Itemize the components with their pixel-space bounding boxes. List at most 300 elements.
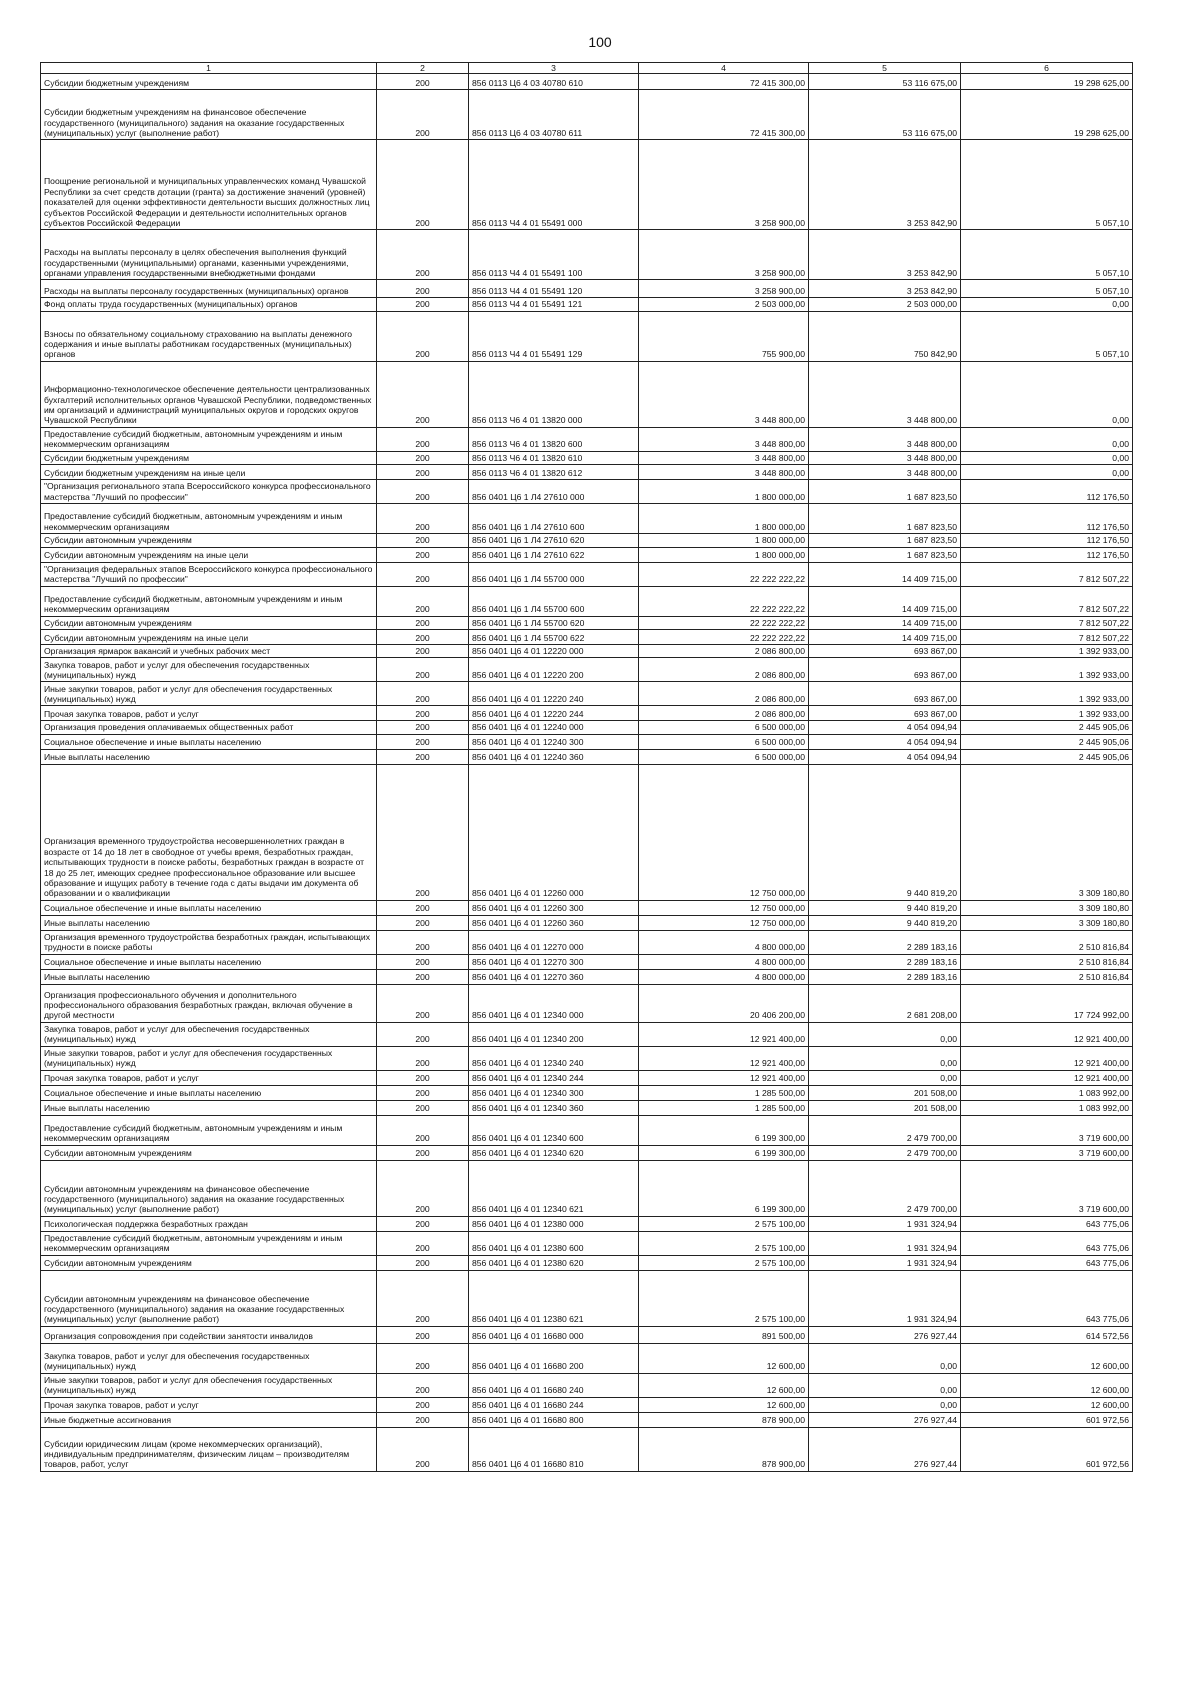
row-executed-cell: 276 927,44 bbox=[809, 1326, 961, 1343]
row-unexecuted-cell: 3 719 600,00 bbox=[961, 1115, 1133, 1145]
row-plan-cell: 12 921 400,00 bbox=[639, 1046, 809, 1070]
table-row bbox=[41, 1397, 1133, 1412]
row-executed-cell: 0,00 bbox=[809, 1397, 961, 1412]
row-plan-cell: 2 503 000,00 bbox=[639, 298, 809, 311]
row-unexecuted-cell: 3 309 180,80 bbox=[961, 900, 1133, 915]
row-name-cell: Закупка товаров, работ и услуг для обеспечения государственных (муниципальных) нужд bbox=[41, 658, 377, 682]
row-unexecuted-cell: 2 445 905,06 bbox=[961, 749, 1133, 764]
row-code-cell: 200 bbox=[377, 1216, 469, 1231]
table-row bbox=[41, 230, 1133, 280]
row-name-cell: Предоставление субсидий бюджетным, автономным учреждениям и иным некоммерческим организациям bbox=[41, 504, 377, 534]
row-name-cell: Иные выплаты населению bbox=[41, 915, 377, 930]
table-row bbox=[41, 764, 1133, 900]
row-kbk-cell: 856 0401 Ц6 4 01 12380 620 bbox=[469, 1255, 639, 1270]
row-name-cell: Организация сопровождения при содействии занятости инвалидов bbox=[41, 1326, 377, 1343]
row-plan-cell: 12 750 000,00 bbox=[639, 915, 809, 930]
row-plan-cell: 12 600,00 bbox=[639, 1343, 809, 1373]
row-plan-cell: 12 921 400,00 bbox=[639, 1070, 809, 1085]
row-kbk-cell: 856 0401 Ц6 1 Л4 55700 622 bbox=[469, 630, 639, 645]
row-kbk-cell: 856 0113 Ч4 4 01 55491 000 bbox=[469, 140, 639, 230]
row-kbk-cell: 856 0401 Ц6 4 01 12260 360 bbox=[469, 915, 639, 930]
row-kbk-cell: 856 0401 Ц6 4 01 12260 300 bbox=[469, 900, 639, 915]
row-plan-cell: 3 258 900,00 bbox=[639, 230, 809, 280]
table-row bbox=[41, 630, 1133, 645]
row-plan-cell: 3 448 800,00 bbox=[639, 451, 809, 464]
row-unexecuted-cell: 2 510 816,84 bbox=[961, 930, 1133, 954]
row-name-cell: Иные закупки товаров, работ и услуг для обеспечения государственных (муниципальных) нужд bbox=[41, 1373, 377, 1397]
row-kbk-cell: 856 0401 Ц6 4 01 12340 360 bbox=[469, 1100, 639, 1115]
row-executed-cell: 1 687 823,50 bbox=[809, 534, 961, 547]
row-executed-cell: 3 448 800,00 bbox=[809, 427, 961, 451]
row-plan-cell: 1 800 000,00 bbox=[639, 547, 809, 562]
row-unexecuted-cell: 0,00 bbox=[961, 465, 1133, 480]
row-unexecuted-cell: 3 309 180,80 bbox=[961, 915, 1133, 930]
row-kbk-cell: 856 0113 Ц6 4 03 40780 611 bbox=[469, 90, 639, 140]
row-plan-cell: 1 285 500,00 bbox=[639, 1085, 809, 1100]
row-code-cell: 200 bbox=[377, 562, 469, 586]
row-kbk-cell: 856 0401 Ц6 4 01 12380 600 bbox=[469, 1231, 639, 1255]
row-kbk-cell: 856 0401 Ц6 4 01 16680 800 bbox=[469, 1412, 639, 1427]
row-name-cell: Субсидии автономным учреждениям bbox=[41, 1145, 377, 1160]
row-executed-cell: 0,00 bbox=[809, 1070, 961, 1085]
row-kbk-cell: 856 0401 Ц6 4 01 12340 600 bbox=[469, 1115, 639, 1145]
row-name-cell: Субсидии автономным учреждениям на иные цели bbox=[41, 547, 377, 562]
row-name-cell: Расходы на выплаты персоналу в целях обеспечения выполнения функций государственными (муниципальными) органами, казенными учреждениями, органами управления государственными внебюджетными фондами bbox=[41, 230, 377, 280]
row-unexecuted-cell: 3 719 600,00 bbox=[961, 1160, 1133, 1216]
row-code-cell: 200 bbox=[377, 1145, 469, 1160]
row-executed-cell: 1 687 823,50 bbox=[809, 480, 961, 504]
row-plan-cell: 12 600,00 bbox=[639, 1373, 809, 1397]
row-unexecuted-cell: 19 298 625,00 bbox=[961, 90, 1133, 140]
row-unexecuted-cell: 3 309 180,80 bbox=[961, 764, 1133, 900]
row-name-cell: Закупка товаров, работ и услуг для обеспечения государственных (муниципальных) нужд bbox=[41, 1022, 377, 1046]
row-code-cell: 200 bbox=[377, 465, 469, 480]
row-code-cell: 200 bbox=[377, 1231, 469, 1255]
row-executed-cell: 14 409 715,00 bbox=[809, 562, 961, 586]
row-kbk-cell: 856 0401 Ц6 1 Л4 55700 620 bbox=[469, 616, 639, 629]
row-code-cell: 200 bbox=[377, 1255, 469, 1270]
row-kbk-cell: 856 0113 Ч4 4 01 55491 121 bbox=[469, 298, 639, 311]
table-row bbox=[41, 1160, 1133, 1216]
table-row bbox=[41, 311, 1133, 361]
row-name-cell: Прочая закупка товаров, работ и услуг bbox=[41, 1397, 377, 1412]
row-unexecuted-cell: 1 392 933,00 bbox=[961, 658, 1133, 682]
row-executed-cell: 14 409 715,00 bbox=[809, 586, 961, 616]
row-unexecuted-cell: 7 812 507,22 bbox=[961, 616, 1133, 629]
row-name-cell: "Организация федеральных этапов Всероссийского конкурса профессионального мастерства "Лучший по профессии" bbox=[41, 562, 377, 586]
row-code-cell: 200 bbox=[377, 1100, 469, 1115]
column-header: 2 bbox=[377, 63, 469, 74]
row-plan-cell: 2 086 800,00 bbox=[639, 658, 809, 682]
row-name-cell: Субсидии юридическим лицам (кроме некоммерческих организаций), индивидуальным предпринимателям, физическим лицам – производителям товаров, работ, услуг bbox=[41, 1427, 377, 1471]
table-row bbox=[41, 140, 1133, 230]
row-kbk-cell: 856 0401 Ц6 4 01 12220 200 bbox=[469, 658, 639, 682]
row-unexecuted-cell: 112 176,50 bbox=[961, 504, 1133, 534]
row-name-cell: Социальное обеспечение и иные выплаты населению bbox=[41, 734, 377, 749]
row-code-cell: 200 bbox=[377, 74, 469, 90]
row-kbk-cell: 856 0401 Ц6 4 01 12340 300 bbox=[469, 1085, 639, 1100]
row-executed-cell: 0,00 bbox=[809, 1343, 961, 1373]
row-executed-cell: 3 448 800,00 bbox=[809, 361, 961, 427]
row-plan-cell: 12 750 000,00 bbox=[639, 900, 809, 915]
column-header: 6 bbox=[961, 63, 1133, 74]
row-unexecuted-cell: 1 392 933,00 bbox=[961, 706, 1133, 721]
row-unexecuted-cell: 12 600,00 bbox=[961, 1397, 1133, 1412]
table-row bbox=[41, 562, 1133, 586]
table-row bbox=[41, 734, 1133, 749]
row-unexecuted-cell: 7 812 507,22 bbox=[961, 630, 1133, 645]
row-executed-cell: 3 448 800,00 bbox=[809, 451, 961, 464]
row-executed-cell: 14 409 715,00 bbox=[809, 616, 961, 629]
row-code-cell: 200 bbox=[377, 311, 469, 361]
row-executed-cell: 0,00 bbox=[809, 1022, 961, 1046]
row-name-cell: Предоставление субсидий бюджетным, автономным учреждениям и иным некоммерческим организациям bbox=[41, 1115, 377, 1145]
row-unexecuted-cell: 601 972,56 bbox=[961, 1427, 1133, 1471]
table-row bbox=[41, 1412, 1133, 1427]
row-plan-cell: 4 800 000,00 bbox=[639, 969, 809, 984]
row-unexecuted-cell: 112 176,50 bbox=[961, 480, 1133, 504]
row-kbk-cell: 856 0401 Ц6 4 01 16680 240 bbox=[469, 1373, 639, 1397]
row-name-cell: Организация ярмарок вакансий и учебных рабочих мест bbox=[41, 645, 377, 658]
table-row bbox=[41, 1046, 1133, 1070]
row-executed-cell: 1 687 823,50 bbox=[809, 547, 961, 562]
row-name-cell: Субсидии автономным учреждениям на иные цели bbox=[41, 630, 377, 645]
table-row bbox=[41, 645, 1133, 658]
row-plan-cell: 12 600,00 bbox=[639, 1397, 809, 1412]
row-code-cell: 200 bbox=[377, 280, 469, 298]
row-kbk-cell: 856 0401 Ц6 1 Л4 27610 620 bbox=[469, 534, 639, 547]
row-code-cell: 200 bbox=[377, 682, 469, 706]
row-plan-cell: 2 086 800,00 bbox=[639, 706, 809, 721]
row-kbk-cell: 856 0113 Ч4 4 01 55491 120 bbox=[469, 280, 639, 298]
table-row bbox=[41, 658, 1133, 682]
row-code-cell: 200 bbox=[377, 734, 469, 749]
row-unexecuted-cell: 2 445 905,06 bbox=[961, 734, 1133, 749]
column-number-header-row bbox=[41, 63, 1133, 74]
row-kbk-cell: 856 0401 Ц6 4 01 12260 000 bbox=[469, 764, 639, 900]
row-name-cell: Предоставление субсидий бюджетным, автономным учреждениям и иным некоммерческим организациям bbox=[41, 1231, 377, 1255]
row-kbk-cell: 856 0401 Ц6 1 Л4 27610 600 bbox=[469, 504, 639, 534]
row-code-cell: 200 bbox=[377, 658, 469, 682]
row-executed-cell: 9 440 819,20 bbox=[809, 764, 961, 900]
row-plan-cell: 3 448 800,00 bbox=[639, 427, 809, 451]
row-executed-cell: 2 289 183,16 bbox=[809, 969, 961, 984]
row-code-cell: 200 bbox=[377, 1046, 469, 1070]
row-kbk-cell: 856 0401 Ц6 4 01 12240 000 bbox=[469, 721, 639, 734]
row-code-cell: 200 bbox=[377, 534, 469, 547]
row-code-cell: 200 bbox=[377, 451, 469, 464]
row-executed-cell: 693 867,00 bbox=[809, 706, 961, 721]
row-plan-cell: 22 222 222,22 bbox=[639, 630, 809, 645]
row-plan-cell: 891 500,00 bbox=[639, 1326, 809, 1343]
row-unexecuted-cell: 12 600,00 bbox=[961, 1373, 1133, 1397]
row-code-cell: 200 bbox=[377, 721, 469, 734]
row-executed-cell: 4 054 094,94 bbox=[809, 721, 961, 734]
row-unexecuted-cell: 2 510 816,84 bbox=[961, 954, 1133, 969]
row-code-cell: 200 bbox=[377, 984, 469, 1022]
row-kbk-cell: 856 0401 Ц6 4 01 12340 620 bbox=[469, 1145, 639, 1160]
row-plan-cell: 4 800 000,00 bbox=[639, 954, 809, 969]
row-name-cell: Организация временного трудоустройства безработных граждан, испытывающих трудности в поиске работы bbox=[41, 930, 377, 954]
row-executed-cell: 3 253 842,90 bbox=[809, 280, 961, 298]
row-name-cell: Социальное обеспечение и иные выплаты населению bbox=[41, 900, 377, 915]
row-name-cell: Иные выплаты населению bbox=[41, 969, 377, 984]
row-kbk-cell: 856 0401 Ц6 4 01 12240 300 bbox=[469, 734, 639, 749]
row-code-cell: 200 bbox=[377, 954, 469, 969]
table-row bbox=[41, 547, 1133, 562]
row-code-cell: 200 bbox=[377, 915, 469, 930]
row-kbk-cell: 856 0113 Ц6 4 03 40780 610 bbox=[469, 74, 639, 90]
row-name-cell: Субсидии бюджетным учреждениям bbox=[41, 451, 377, 464]
row-executed-cell: 2 503 000,00 bbox=[809, 298, 961, 311]
row-plan-cell: 3 448 800,00 bbox=[639, 465, 809, 480]
row-code-cell: 200 bbox=[377, 480, 469, 504]
row-plan-cell: 6 199 300,00 bbox=[639, 1145, 809, 1160]
row-name-cell: Поощрение региональной и муниципальных управленческих команд Чувашской Республики за счет средств дотации (гранта) за достижение значений (уровней) показателей для оценки эффективности деятельности высших должностных лиц субъектов Российской Федерации и деятельности исполнительных органов субъектов Российской Федерации bbox=[41, 140, 377, 230]
table-row bbox=[41, 616, 1133, 629]
row-name-cell: Социальное обеспечение и иные выплаты населению bbox=[41, 954, 377, 969]
column-header: 1 bbox=[41, 63, 377, 74]
row-unexecuted-cell: 3 719 600,00 bbox=[961, 1145, 1133, 1160]
table-row bbox=[41, 1085, 1133, 1100]
row-executed-cell: 693 867,00 bbox=[809, 645, 961, 658]
row-code-cell: 200 bbox=[377, 900, 469, 915]
table-row bbox=[41, 1427, 1133, 1471]
row-code-cell: 200 bbox=[377, 1160, 469, 1216]
row-executed-cell: 0,00 bbox=[809, 1046, 961, 1070]
row-name-cell: Субсидии бюджетным учреждениям на финансовое обеспечение государственного (муниципального) задания на оказание государственных (муниципальных) услуг (выполнение работ) bbox=[41, 90, 377, 140]
table-row bbox=[41, 930, 1133, 954]
row-unexecuted-cell: 19 298 625,00 bbox=[961, 74, 1133, 90]
row-executed-cell: 1 931 324,94 bbox=[809, 1231, 961, 1255]
row-kbk-cell: 856 0401 Ц6 4 01 12380 621 bbox=[469, 1270, 639, 1326]
row-name-cell: Иные закупки товаров, работ и услуг для обеспечения государственных (муниципальных) нужд bbox=[41, 1046, 377, 1070]
row-plan-cell: 72 415 300,00 bbox=[639, 90, 809, 140]
row-plan-cell: 20 406 200,00 bbox=[639, 984, 809, 1022]
table-row bbox=[41, 706, 1133, 721]
column-header: 4 bbox=[639, 63, 809, 74]
row-executed-cell: 0,00 bbox=[809, 1373, 961, 1397]
row-code-cell: 200 bbox=[377, 1427, 469, 1471]
row-code-cell: 200 bbox=[377, 230, 469, 280]
row-code-cell: 200 bbox=[377, 1412, 469, 1427]
row-code-cell: 200 bbox=[377, 1070, 469, 1085]
row-code-cell: 200 bbox=[377, 298, 469, 311]
row-kbk-cell: 856 0401 Ц6 4 01 16680 244 bbox=[469, 1397, 639, 1412]
row-unexecuted-cell: 5 057,10 bbox=[961, 230, 1133, 280]
row-plan-cell: 1 285 500,00 bbox=[639, 1100, 809, 1115]
row-code-cell: 200 bbox=[377, 140, 469, 230]
row-unexecuted-cell: 17 724 992,00 bbox=[961, 984, 1133, 1022]
row-code-cell: 200 bbox=[377, 1022, 469, 1046]
row-code-cell: 200 bbox=[377, 630, 469, 645]
row-unexecuted-cell: 0,00 bbox=[961, 298, 1133, 311]
row-kbk-cell: 856 0401 Ц6 4 01 12340 200 bbox=[469, 1022, 639, 1046]
row-executed-cell: 4 054 094,94 bbox=[809, 734, 961, 749]
row-name-cell: Субсидии автономным учреждениям bbox=[41, 616, 377, 629]
row-unexecuted-cell: 12 921 400,00 bbox=[961, 1022, 1133, 1046]
row-code-cell: 200 bbox=[377, 427, 469, 451]
row-executed-cell: 1 931 324,94 bbox=[809, 1270, 961, 1326]
row-plan-cell: 3 258 900,00 bbox=[639, 280, 809, 298]
row-code-cell: 200 bbox=[377, 1373, 469, 1397]
row-executed-cell: 9 440 819,20 bbox=[809, 900, 961, 915]
row-unexecuted-cell: 643 775,06 bbox=[961, 1270, 1133, 1326]
row-executed-cell: 693 867,00 bbox=[809, 658, 961, 682]
row-name-cell: Прочая закупка товаров, работ и услуг bbox=[41, 706, 377, 721]
row-plan-cell: 3 448 800,00 bbox=[639, 361, 809, 427]
row-plan-cell: 4 800 000,00 bbox=[639, 930, 809, 954]
row-plan-cell: 72 415 300,00 bbox=[639, 74, 809, 90]
row-executed-cell: 2 479 700,00 bbox=[809, 1115, 961, 1145]
table-row bbox=[41, 480, 1133, 504]
row-executed-cell: 2 681 208,00 bbox=[809, 984, 961, 1022]
row-executed-cell: 53 116 675,00 bbox=[809, 74, 961, 90]
row-unexecuted-cell: 7 812 507,22 bbox=[961, 562, 1133, 586]
row-executed-cell: 3 448 800,00 bbox=[809, 465, 961, 480]
row-unexecuted-cell: 643 775,06 bbox=[961, 1255, 1133, 1270]
row-name-cell: Организация временного трудоустройства несовершеннолетних граждан в возрасте от 14 до 18 лет в свободное от учебы время, безработных граждан, испытывающих трудности в поиске работы, безработных граждан в возрасте от 18 до 25 лет, имеющих среднее профессиональное образование или высшее образование и ищущих работу в течение года с даты выдачи им документа об образовании и о квалификации bbox=[41, 764, 377, 900]
row-executed-cell: 693 867,00 bbox=[809, 682, 961, 706]
row-name-cell: Субсидии бюджетным учреждениям на иные цели bbox=[41, 465, 377, 480]
row-name-cell: Субсидии автономным учреждениям bbox=[41, 1255, 377, 1270]
row-plan-cell: 2 575 100,00 bbox=[639, 1270, 809, 1326]
row-name-cell: Субсидии автономным учреждениям на финансовое обеспечение государственного (муниципального) задания на оказание государственных (муниципальных) услуг (выполнение работ) bbox=[41, 1160, 377, 1216]
row-kbk-cell: 856 0401 Ц6 1 Л4 55700 000 bbox=[469, 562, 639, 586]
table-row bbox=[41, 1115, 1133, 1145]
row-executed-cell: 3 253 842,90 bbox=[809, 140, 961, 230]
row-code-cell: 200 bbox=[377, 749, 469, 764]
table-row bbox=[41, 1373, 1133, 1397]
row-code-cell: 200 bbox=[377, 1326, 469, 1343]
row-unexecuted-cell: 1 083 992,00 bbox=[961, 1085, 1133, 1100]
row-unexecuted-cell: 643 775,06 bbox=[961, 1231, 1133, 1255]
table-row bbox=[41, 1100, 1133, 1115]
row-name-cell: Организация профессионального обучения и дополнительного профессионального образования безработных граждан, включая обучение в другой местности bbox=[41, 984, 377, 1022]
row-kbk-cell: 856 0401 Ц6 4 01 12220 240 bbox=[469, 682, 639, 706]
row-executed-cell: 276 927,44 bbox=[809, 1412, 961, 1427]
table-row bbox=[41, 915, 1133, 930]
row-executed-cell: 1 931 324,94 bbox=[809, 1255, 961, 1270]
table-row bbox=[41, 74, 1133, 90]
row-plan-cell: 2 575 100,00 bbox=[639, 1216, 809, 1231]
table-row bbox=[41, 361, 1133, 427]
row-name-cell: Субсидии автономным учреждениям bbox=[41, 534, 377, 547]
row-name-cell: Прочая закупка товаров, работ и услуг bbox=[41, 1070, 377, 1085]
row-plan-cell: 22 222 222,22 bbox=[639, 562, 809, 586]
row-code-cell: 200 bbox=[377, 969, 469, 984]
row-kbk-cell: 856 0401 Ц6 1 Л4 55700 600 bbox=[469, 586, 639, 616]
row-unexecuted-cell: 1 392 933,00 bbox=[961, 682, 1133, 706]
row-unexecuted-cell: 1 083 992,00 bbox=[961, 1100, 1133, 1115]
row-unexecuted-cell: 112 176,50 bbox=[961, 547, 1133, 562]
row-name-cell: Взносы по обязательному социальному страхованию на выплаты денежного содержания и иные выплаты работникам государственных (муниципальных) органов bbox=[41, 311, 377, 361]
table-row bbox=[41, 1216, 1133, 1231]
row-unexecuted-cell: 1 392 933,00 bbox=[961, 645, 1133, 658]
row-unexecuted-cell: 0,00 bbox=[961, 451, 1133, 464]
row-plan-cell: 1 800 000,00 bbox=[639, 480, 809, 504]
row-name-cell: Предоставление субсидий бюджетным, автономным учреждениям и иным некоммерческим организациям bbox=[41, 427, 377, 451]
row-kbk-cell: 856 0113 Ч6 4 01 13820 612 bbox=[469, 465, 639, 480]
column-header: 3 bbox=[469, 63, 639, 74]
table-row bbox=[41, 749, 1133, 764]
row-unexecuted-cell: 12 600,00 bbox=[961, 1343, 1133, 1373]
row-plan-cell: 2 575 100,00 bbox=[639, 1231, 809, 1255]
row-name-cell: Социальное обеспечение и иные выплаты населению bbox=[41, 1085, 377, 1100]
row-unexecuted-cell: 7 812 507,22 bbox=[961, 586, 1133, 616]
row-unexecuted-cell: 2 445 905,06 bbox=[961, 721, 1133, 734]
table-row bbox=[41, 1145, 1133, 1160]
row-name-cell: Иные выплаты населению bbox=[41, 1100, 377, 1115]
table-row bbox=[41, 682, 1133, 706]
table-row bbox=[41, 969, 1133, 984]
row-unexecuted-cell: 643 775,06 bbox=[961, 1216, 1133, 1231]
row-code-cell: 200 bbox=[377, 645, 469, 658]
row-executed-cell: 3 253 842,90 bbox=[809, 230, 961, 280]
row-plan-cell: 1 800 000,00 bbox=[639, 504, 809, 534]
row-executed-cell: 2 479 700,00 bbox=[809, 1160, 961, 1216]
row-kbk-cell: 856 0401 Ц6 4 01 12270 300 bbox=[469, 954, 639, 969]
row-unexecuted-cell: 601 972,56 bbox=[961, 1412, 1133, 1427]
table-row bbox=[41, 465, 1133, 480]
table-row bbox=[41, 1070, 1133, 1085]
row-kbk-cell: 856 0401 Ц6 4 01 12270 360 bbox=[469, 969, 639, 984]
row-plan-cell: 3 258 900,00 bbox=[639, 140, 809, 230]
row-unexecuted-cell: 12 921 400,00 bbox=[961, 1046, 1133, 1070]
row-executed-cell: 53 116 675,00 bbox=[809, 90, 961, 140]
row-name-cell: Иные бюджетные ассигнования bbox=[41, 1412, 377, 1427]
budget-execution-table bbox=[40, 62, 1133, 1472]
row-plan-cell: 2 575 100,00 bbox=[639, 1255, 809, 1270]
row-kbk-cell: 856 0401 Ц6 4 01 12340 000 bbox=[469, 984, 639, 1022]
row-executed-cell: 2 289 183,16 bbox=[809, 954, 961, 969]
row-executed-cell: 750 842,90 bbox=[809, 311, 961, 361]
row-code-cell: 200 bbox=[377, 90, 469, 140]
row-code-cell: 200 bbox=[377, 1115, 469, 1145]
row-name-cell: Иные выплаты населению bbox=[41, 749, 377, 764]
row-executed-cell: 2 289 183,16 bbox=[809, 930, 961, 954]
row-plan-cell: 6 199 300,00 bbox=[639, 1160, 809, 1216]
row-unexecuted-cell: 112 176,50 bbox=[961, 534, 1133, 547]
row-code-cell: 200 bbox=[377, 586, 469, 616]
row-plan-cell: 22 222 222,22 bbox=[639, 586, 809, 616]
page-number: 100 bbox=[588, 34, 612, 50]
row-code-cell: 200 bbox=[377, 930, 469, 954]
row-code-cell: 200 bbox=[377, 1085, 469, 1100]
row-executed-cell: 201 508,00 bbox=[809, 1085, 961, 1100]
row-executed-cell: 14 409 715,00 bbox=[809, 630, 961, 645]
table-row bbox=[41, 586, 1133, 616]
row-code-cell: 200 bbox=[377, 547, 469, 562]
row-kbk-cell: 856 0401 Ц6 4 01 16680 810 bbox=[469, 1427, 639, 1471]
row-executed-cell: 9 440 819,20 bbox=[809, 915, 961, 930]
table-row bbox=[41, 1022, 1133, 1046]
table-row bbox=[41, 280, 1133, 298]
row-code-cell: 200 bbox=[377, 361, 469, 427]
row-kbk-cell: 856 0401 Ц6 4 01 16680 000 bbox=[469, 1326, 639, 1343]
row-kbk-cell: 856 0401 Ц6 4 01 12270 000 bbox=[469, 930, 639, 954]
row-name-cell: Организация проведения оплачиваемых общественных работ bbox=[41, 721, 377, 734]
row-kbk-cell: 856 0113 Ч6 4 01 13820 000 bbox=[469, 361, 639, 427]
row-kbk-cell: 856 0401 Ц6 4 01 12340 244 bbox=[469, 1070, 639, 1085]
row-plan-cell: 6 500 000,00 bbox=[639, 721, 809, 734]
row-plan-cell: 2 086 800,00 bbox=[639, 682, 809, 706]
row-plan-cell: 878 900,00 bbox=[639, 1412, 809, 1427]
row-unexecuted-cell: 5 057,10 bbox=[961, 280, 1133, 298]
row-executed-cell: 1 931 324,94 bbox=[809, 1216, 961, 1231]
table-row bbox=[41, 1326, 1133, 1343]
row-kbk-cell: 856 0401 Ц6 4 01 12340 621 bbox=[469, 1160, 639, 1216]
